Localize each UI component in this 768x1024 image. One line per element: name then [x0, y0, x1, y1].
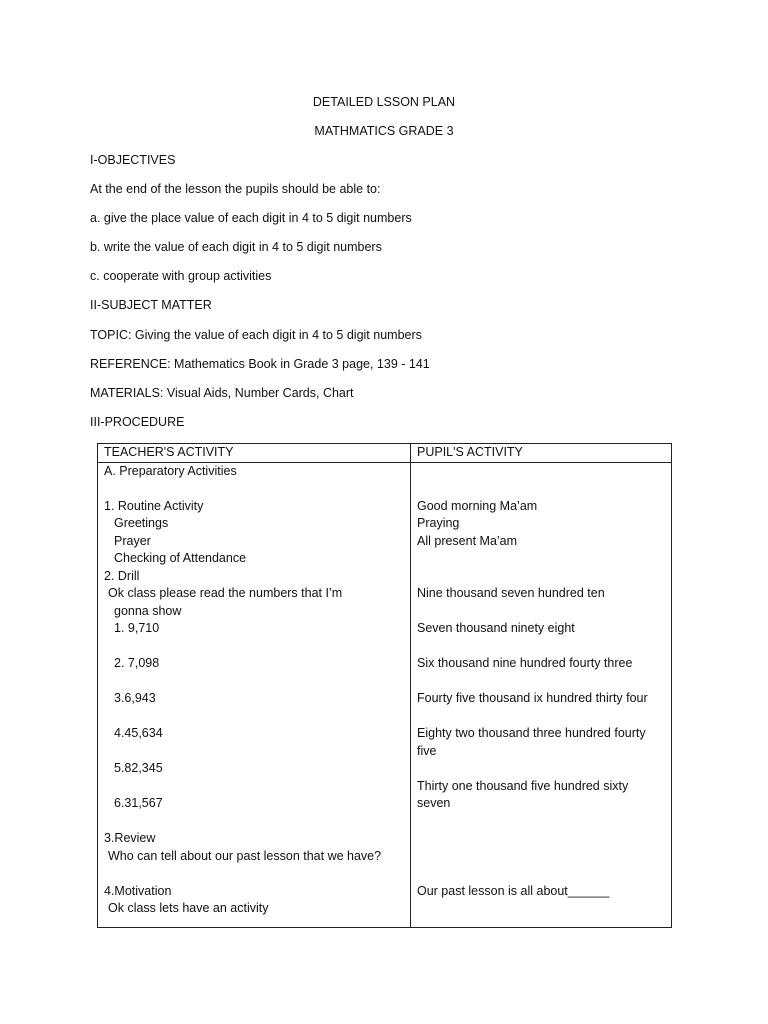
document-subtitle: MATHMATICS GRADE 3	[314, 124, 454, 138]
review-label: 3.Review	[104, 831, 156, 845]
pupil-past-lesson: Our past lesson is all about______	[417, 883, 610, 898]
objectives-intro: At the end of the lesson the pupils should be able to:	[90, 182, 381, 196]
pupil-answer: Thirty one thousand five hundred sixty seven	[417, 778, 629, 810]
objective-item: a. give the place value of each digit in 4 to 5 digit numbers	[90, 211, 412, 225]
reference-line: REFERENCE: Mathematics Book in Grade 3 page, 139 - 141	[90, 357, 430, 371]
drill-number: 3.6,943	[114, 691, 156, 705]
motivation-text: Ok class lets have an activity	[108, 901, 269, 915]
pupil-answer: Seven thousand ninety eight	[417, 621, 575, 635]
subject-matter-heading: II-SUBJECT MATTER	[90, 298, 212, 312]
pupil-activity-cell	[411, 462, 672, 927]
attendance-item: Checking of Attendance	[114, 551, 247, 565]
pupil-answer: Nine thousand seven hundred ten	[417, 586, 605, 600]
motivation-label: 4.Motivation	[104, 883, 172, 898]
drill-instruction: Ok class please read the numbers that I’m	[108, 586, 343, 600]
pupil-greeting: Good morning Ma’am	[417, 498, 538, 513]
preparatory-activities-label: A. Preparatory Activities	[104, 463, 237, 478]
objectives-heading: I-OBJECTIVES	[90, 153, 176, 167]
objective-item: c. cooperate with group activities	[90, 269, 272, 283]
prayer-item: Prayer	[114, 533, 151, 548]
drill-label: 2. Drill	[104, 568, 140, 583]
materials-line: MATERIALS: Visual Aids, Number Cards, Chart	[90, 386, 354, 400]
drill-number: 1. 9,710	[114, 621, 160, 635]
drill-number: 5.82,345	[114, 761, 163, 775]
drill-number: 2. 7,098	[114, 656, 160, 670]
objective-item: b. write the value of each digit in 4 to 5 digit numbers	[90, 240, 382, 254]
teacher-activity-header: TEACHER'S ACTIVITY	[98, 444, 411, 463]
drill-number: 4.45,634	[114, 726, 163, 740]
teacher-activity-cell	[98, 462, 411, 927]
pupil-activity-header: PUPIL'S ACTIVITY	[411, 444, 672, 463]
routine-activity-label: 1. Routine Activity	[104, 498, 204, 513]
pupil-answer: Eighty two thousand three hundred fourty five	[417, 726, 646, 758]
document-title: DETAILED LSSON PLAN	[312, 95, 456, 109]
pupil-praying: Praying	[417, 516, 460, 530]
table-row	[98, 462, 672, 927]
topic-line: TOPIC: Giving the value of each digit in 4 to 5 digit numbers	[90, 328, 422, 342]
procedure-heading: III-PROCEDURE	[90, 415, 185, 429]
drill-instruction-continued: gonna show	[114, 603, 182, 618]
review-question: Who can tell about our past lesson that we have?	[108, 848, 382, 863]
pupil-present: All present Ma’am	[417, 533, 518, 548]
pupil-answer: Six thousand nine hundred fourty three	[417, 656, 633, 670]
procedure-table	[97, 443, 672, 928]
table-header-row	[98, 444, 672, 463]
pupil-answer: Fourty five thousand ix hundred thirty four	[417, 691, 648, 705]
drill-number: 6.31,567	[114, 796, 163, 810]
greetings-item: Greetings	[114, 516, 169, 530]
